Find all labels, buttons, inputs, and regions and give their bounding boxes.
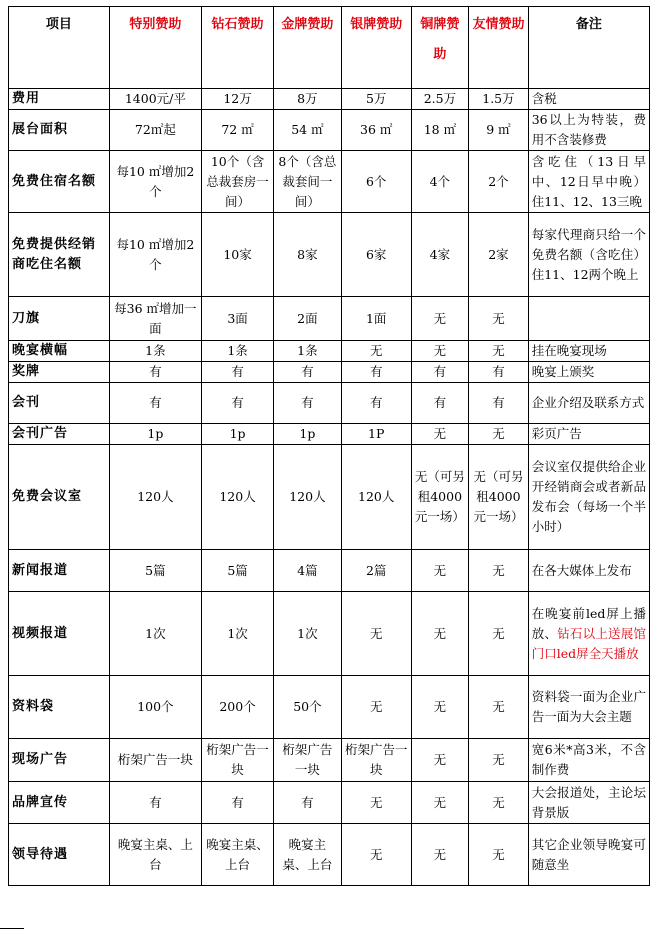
table-cell: 有 <box>469 362 529 383</box>
table-cell: 1p <box>109 424 201 445</box>
header-special: 特别赞助 <box>109 7 201 89</box>
table-cell: 有 <box>469 383 529 424</box>
note-text: 在各大媒体上发布 <box>531 562 632 578</box>
table-row <box>9 739 650 782</box>
note-text: 会议室仅提供给企业开经销商会或者新品发布会（每场一个半小时） <box>531 459 646 534</box>
header-friendship: 友情赞助 <box>469 7 529 89</box>
row-note <box>528 824 649 886</box>
table-row <box>9 592 650 676</box>
table-cell: 无 <box>341 592 411 676</box>
table-cell: 1条 <box>109 341 201 362</box>
note-text: 大会报道处，主论坛背景版 <box>531 784 646 820</box>
note-text: 企业介绍及联系方式 <box>531 395 645 410</box>
header-diamond: 钻石赞助 <box>202 7 274 89</box>
table-cell: 1.5万 <box>469 89 529 110</box>
row-note <box>528 424 649 445</box>
table-cell: 1P <box>341 424 411 445</box>
note-text: 36以上为特装，费用不含装修费 <box>531 112 646 147</box>
table-cell: 无 <box>469 824 529 886</box>
table-cell: 8万 <box>274 89 342 110</box>
table-cell: 100个 <box>109 676 201 739</box>
table-cell: 4个 <box>411 151 469 213</box>
table-cell: 2面 <box>274 297 342 341</box>
table-cell: 9 ㎡ <box>469 110 529 151</box>
row-label: 现场广告 <box>9 739 110 782</box>
row-label: 会刊广告 <box>9 424 110 445</box>
row-label: 新闻报道 <box>9 550 110 592</box>
row-label: 免费会议室 <box>9 445 110 550</box>
table-cell: 1次 <box>109 592 201 676</box>
table-cell: 桁架广告一块 <box>341 739 411 782</box>
table-cell: 有 <box>202 782 274 824</box>
note-highlight-text: 钻石以上送展馆门口led屏全天播放 <box>531 625 646 661</box>
row-label: 领导待遇 <box>9 824 110 886</box>
table-cell: 120人 <box>341 445 411 550</box>
table-cell: 1400元/平 <box>109 89 201 110</box>
table-cell: 72㎡起 <box>109 110 201 151</box>
page-rule <box>0 928 24 929</box>
table-cell: 无 <box>411 297 469 341</box>
row-note <box>528 383 649 424</box>
table-cell: 无 <box>341 824 411 886</box>
table-row <box>9 297 650 341</box>
table-cell: 1条 <box>274 341 342 362</box>
table-cell: 无 <box>411 676 469 739</box>
table-cell: 120人 <box>274 445 342 550</box>
table-cell: 桁架广告一块 <box>109 739 201 782</box>
sponsorship-table <box>8 6 650 886</box>
table-row <box>9 213 650 297</box>
row-label: 晚宴横幅 <box>9 341 110 362</box>
table-cell: 120人 <box>109 445 201 550</box>
table-cell: 无 <box>469 782 529 824</box>
table-cell: 200个 <box>202 676 274 739</box>
table-cell: 无 <box>411 341 469 362</box>
table-cell: 72 ㎡ <box>202 110 274 151</box>
table-row <box>9 782 650 824</box>
table-cell: 无 <box>469 297 529 341</box>
table-cell: 2家 <box>469 213 529 297</box>
table-cell: 有 <box>341 362 411 383</box>
table-cell: 50个 <box>274 676 342 739</box>
table-row <box>9 110 650 151</box>
table-row <box>9 445 650 550</box>
table-row <box>9 362 650 383</box>
table-cell: 有 <box>274 362 342 383</box>
note-text: 资料袋一面为企业广告一面为大会主题 <box>531 689 646 724</box>
table-cell: 每36 ㎡增加一面 <box>109 297 201 341</box>
table-cell: 36 ㎡ <box>341 110 411 151</box>
table-cell: 5篇 <box>202 550 274 592</box>
note-text: 含税 <box>531 91 557 106</box>
table-cell: 无 <box>411 782 469 824</box>
table-cell: 无（可另租4000元一场） <box>469 445 529 550</box>
table-cell: 有 <box>202 383 274 424</box>
table-cell: 无 <box>341 782 411 824</box>
table-cell: 3面 <box>202 297 274 341</box>
table-cell: 1p <box>202 424 274 445</box>
row-label: 免费住宿名额 <box>9 151 110 213</box>
table-cell: 10家 <box>202 213 274 297</box>
note-text: 挂在晚宴现场 <box>531 343 607 358</box>
table-row <box>9 383 650 424</box>
table-cell: 2个 <box>469 151 529 213</box>
row-note <box>528 782 649 824</box>
table-cell: 1次 <box>274 592 342 676</box>
table-row <box>9 89 650 110</box>
header-row <box>9 7 650 89</box>
table-cell: 54 ㎡ <box>274 110 342 151</box>
table-cell: 120人 <box>202 445 274 550</box>
table-cell: 有 <box>411 383 469 424</box>
table-cell: 无 <box>469 341 529 362</box>
row-note <box>528 676 649 739</box>
table-cell: 无 <box>411 424 469 445</box>
table-cell: 10个（含总裁套房一间） <box>202 151 274 213</box>
table-cell: 无 <box>411 550 469 592</box>
table-cell: 1次 <box>202 592 274 676</box>
row-label: 视频报道 <box>9 592 110 676</box>
table-cell: 8个（含总裁套间一间） <box>274 151 342 213</box>
row-label: 会刊 <box>9 383 110 424</box>
table-cell: 无（可另租4000元一场） <box>411 445 469 550</box>
table-cell: 无 <box>469 424 529 445</box>
note-text: 每家代理商只给一个免费名额（含吃住）住11、12两个晚上 <box>531 226 646 282</box>
table-cell: 晚宴主桌、上台 <box>109 824 201 886</box>
header-bronze: 铜牌赞助 <box>411 7 469 89</box>
note-text: 在晚宴前led屏上播放、 <box>531 605 646 641</box>
table-cell: 每10 ㎡增加2个 <box>109 213 201 297</box>
table-cell: 5万 <box>341 89 411 110</box>
row-label: 费用 <box>9 89 110 110</box>
note-text: 宽6米*高3米，不含制作费 <box>531 742 646 777</box>
row-label: 展台面积 <box>9 110 110 151</box>
row-note <box>528 362 649 383</box>
row-note <box>528 592 649 676</box>
table-cell: 无 <box>469 592 529 676</box>
table-cell: 无 <box>469 676 529 739</box>
table-row <box>9 424 650 445</box>
header-silver: 银牌赞助 <box>341 7 411 89</box>
table-cell: 4篇 <box>274 550 342 592</box>
table-cell: 无 <box>341 341 411 362</box>
table-row <box>9 151 650 213</box>
table-cell: 有 <box>274 782 342 824</box>
header-item: 项目 <box>9 7 110 89</box>
note-text: 晚宴上颁奖 <box>531 364 595 379</box>
table-cell: 晚宴主桌、上台 <box>274 824 342 886</box>
row-note <box>528 151 649 213</box>
header-gold: 金牌赞助 <box>274 7 342 89</box>
row-note <box>528 110 649 151</box>
row-note <box>528 341 649 362</box>
table-cell: 无 <box>469 550 529 592</box>
table-cell: 6个 <box>341 151 411 213</box>
row-note <box>528 89 649 110</box>
header-note: 备注 <box>528 7 649 89</box>
table-cell: 有 <box>411 362 469 383</box>
table-cell: 12万 <box>202 89 274 110</box>
table-cell: 5篇 <box>109 550 201 592</box>
table-cell: 无 <box>469 739 529 782</box>
table-row <box>9 824 650 886</box>
row-note <box>528 550 649 592</box>
table-cell: 2.5万 <box>411 89 469 110</box>
row-note <box>528 739 649 782</box>
table-cell: 18 ㎡ <box>411 110 469 151</box>
table-cell: 有 <box>109 362 201 383</box>
row-label: 刀旗 <box>9 297 110 341</box>
table-cell: 无 <box>341 676 411 739</box>
table-cell: 每10 ㎡增加2个 <box>109 151 201 213</box>
table-row <box>9 550 650 592</box>
row-label: 免费提供经销商吃住名额 <box>9 213 110 297</box>
row-note <box>528 213 649 297</box>
table-cell: 有 <box>109 383 201 424</box>
table-cell: 1p <box>274 424 342 445</box>
table-row <box>9 676 650 739</box>
table-cell: 无 <box>411 592 469 676</box>
table-cell: 无 <box>411 739 469 782</box>
row-label: 资料袋 <box>9 676 110 739</box>
table-cell: 桁架广告一块 <box>274 739 342 782</box>
table-cell: 1条 <box>202 341 274 362</box>
table-cell: 桁架广告一块 <box>202 739 274 782</box>
note-text: 其它企业领导晚宴可随意坐 <box>531 836 646 872</box>
table-cell: 6家 <box>341 213 411 297</box>
row-label: 品牌宣传 <box>9 782 110 824</box>
table-cell: 1面 <box>341 297 411 341</box>
table-cell: 有 <box>274 383 342 424</box>
note-text: 彩页广告 <box>531 426 582 441</box>
table-cell: 无 <box>411 824 469 886</box>
table-cell: 晚宴主桌、上台 <box>202 824 274 886</box>
row-label: 奖牌 <box>9 362 110 383</box>
note-text: 含吃住（13日早中、12日早中晚）住11、12、13三晚 <box>531 153 646 209</box>
table-cell: 有 <box>109 782 201 824</box>
table-cell: 2篇 <box>341 550 411 592</box>
table-row <box>9 341 650 362</box>
table-cell: 有 <box>202 362 274 383</box>
table-cell: 有 <box>341 383 411 424</box>
table-cell: 4家 <box>411 213 469 297</box>
row-note <box>528 445 649 550</box>
table-cell: 8家 <box>274 213 342 297</box>
row-note <box>528 297 649 341</box>
